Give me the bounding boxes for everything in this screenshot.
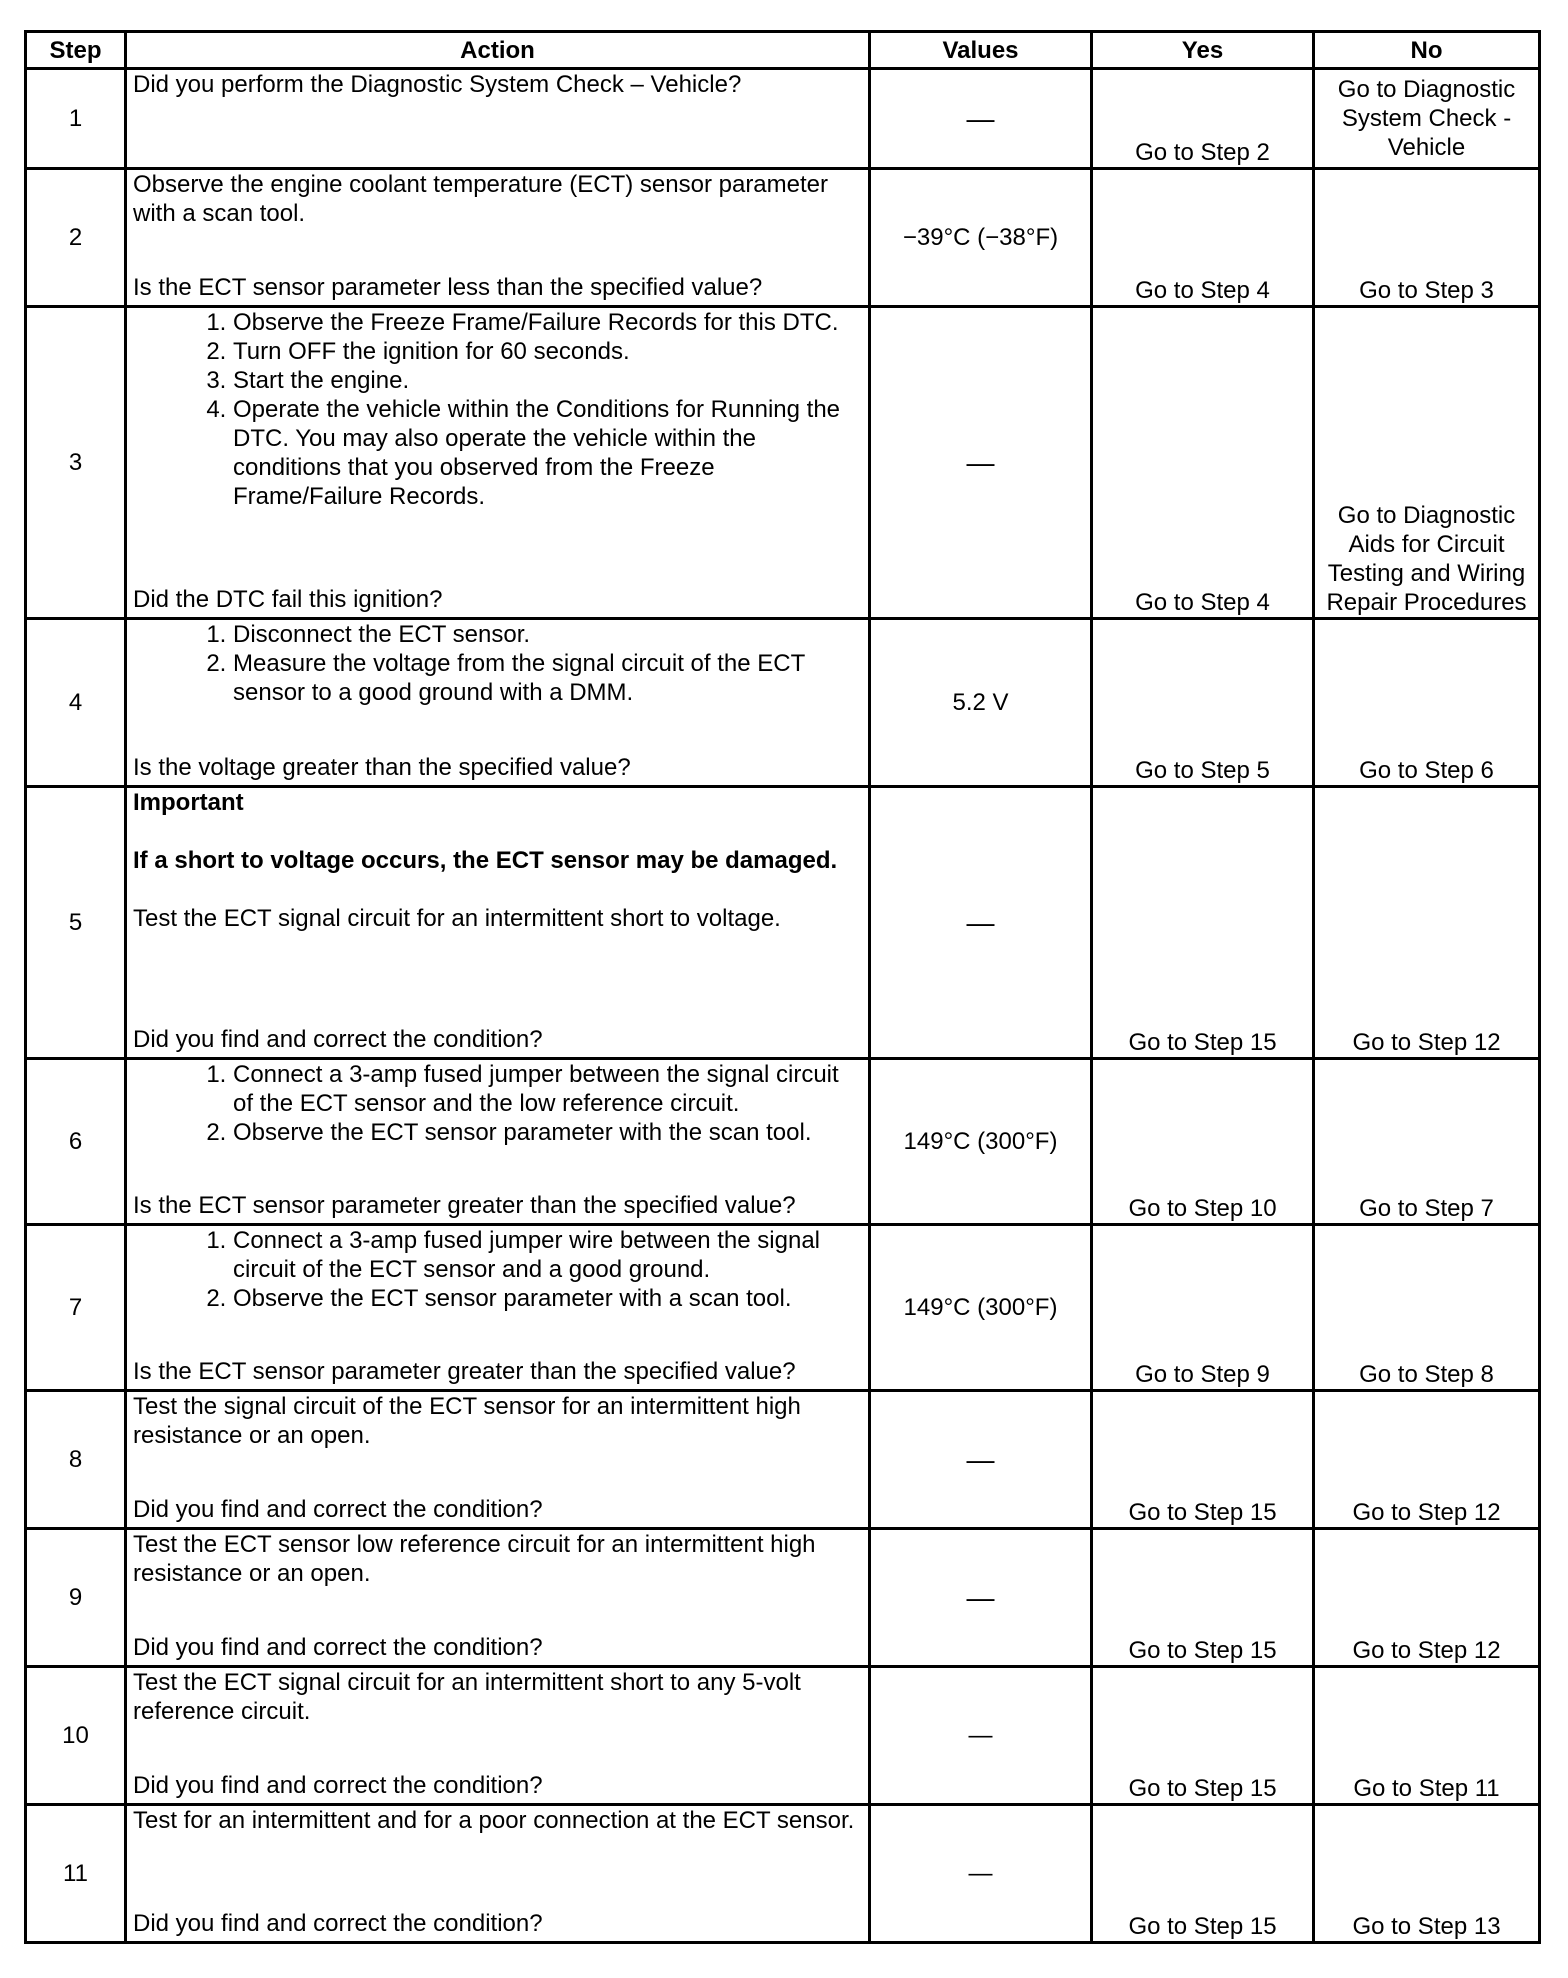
- header-action: Action: [126, 32, 870, 69]
- yes-cell: Go to Step 15: [1092, 1529, 1314, 1667]
- yes-cell: Go to Step 15: [1092, 1391, 1314, 1529]
- action-question: Did you find and correct the condition?: [133, 1026, 543, 1053]
- action-cell: [126, 1667, 870, 1805]
- no-cell: Go to Step 6: [1314, 619, 1540, 787]
- action-cell: [126, 787, 870, 1059]
- step-number: 5: [26, 787, 126, 1059]
- action-question: Is the ECT sensor parameter greater than the specified value?: [133, 1192, 796, 1219]
- action-question: Did you find and correct the condition?: [133, 1496, 543, 1523]
- table-row: [26, 619, 1540, 787]
- action-step-item: 2. Turn OFF the ignition for 60 seconds.: [233, 337, 862, 366]
- action-cell: [126, 307, 870, 619]
- action-text: Test the ECT signal circuit for an intermittent short to any 5-volt reference circuit.: [133, 1669, 801, 1725]
- table-row: [26, 787, 1540, 1059]
- yes-cell: Go to Step 15: [1092, 1667, 1314, 1805]
- no-cell: Go to Step 13: [1314, 1805, 1540, 1943]
- value-cell: —: [870, 307, 1092, 619]
- no-cell: Go to Step 12: [1314, 787, 1540, 1059]
- diagnostic-table: [24, 30, 1541, 1944]
- no-cell: Go to Diagnostic Aids for Circuit Testing and Wiring Repair Procedures: [1314, 307, 1540, 619]
- step-number: 8: [26, 1391, 126, 1529]
- value-cell: −39°C (−38°F): [870, 169, 1092, 307]
- header-step: Step: [26, 32, 126, 69]
- step-number: 10: [26, 1667, 126, 1805]
- value-cell: 149°C (300°F): [870, 1225, 1092, 1391]
- table-row: [26, 69, 1540, 169]
- important-warning: If a short to voltage occurs, the ECT sensor may be damaged.: [133, 847, 838, 874]
- yes-cell: Go to Step 15: [1092, 787, 1314, 1059]
- action-cell: [126, 169, 870, 307]
- header-yes: Yes: [1092, 32, 1314, 69]
- action-cell: [126, 1059, 870, 1225]
- action-steps: [133, 620, 862, 707]
- action-text: Test the ECT signal circuit for an intermittent short to voltage.: [133, 905, 781, 932]
- no-cell: Go to Step 7: [1314, 1059, 1540, 1225]
- action-text: Did you perform the Diagnostic System Check – Vehicle?: [133, 71, 742, 98]
- value-cell: 149°C (300°F): [870, 1059, 1092, 1225]
- step-number: 1: [26, 69, 126, 169]
- value-cell: 5.2 V: [870, 619, 1092, 787]
- action-cell: [126, 69, 870, 169]
- value-cell: —: [870, 1391, 1092, 1529]
- action-step-item: 1. Connect a 3-amp fused jumper between the signal circuit of the ECT sensor and the low reference circuit.: [233, 1060, 862, 1118]
- action-question: Is the ECT sensor parameter less than the specified value?: [133, 274, 763, 301]
- yes-cell: Go to Step 15: [1092, 1805, 1314, 1943]
- action-step-item: 1. Connect a 3-amp fused jumper wire between the signal circuit of the ECT sensor and a good ground.: [233, 1226, 862, 1284]
- no-cell: Go to Step 12: [1314, 1391, 1540, 1529]
- value-cell: —: [870, 1529, 1092, 1667]
- step-number: 11: [26, 1805, 126, 1943]
- action-question: Did you find and correct the condition?: [133, 1634, 543, 1661]
- value-cell: —: [870, 1805, 1092, 1943]
- action-cell: [126, 619, 870, 787]
- yes-cell: Go to Step 4: [1092, 307, 1314, 619]
- header-row: [26, 32, 1540, 69]
- table-row: [26, 169, 1540, 307]
- action-cell: [126, 1805, 870, 1943]
- action-steps: [133, 308, 862, 511]
- header-values: Values: [870, 32, 1092, 69]
- no-cell: Go to Step 11: [1314, 1667, 1540, 1805]
- action-step-item: 2. Measure the voltage from the signal circuit of the ECT sensor to a good ground with a DMM.: [233, 649, 862, 707]
- step-number: 7: [26, 1225, 126, 1391]
- no-cell: Go to Step 3: [1314, 169, 1540, 307]
- action-step-item: 4. Operate the vehicle within the Conditions for Running the DTC. You may also operate the vehicle within the conditions that you observed from the Freeze Frame/Failure Records.: [233, 395, 862, 511]
- step-number: 6: [26, 1059, 126, 1225]
- header-no: No: [1314, 32, 1540, 69]
- action-text: Test for an intermittent and for a poor connection at the ECT sensor.: [133, 1807, 855, 1834]
- yes-cell: Go to Step 10: [1092, 1059, 1314, 1225]
- step-number: 3: [26, 307, 126, 619]
- action-step-item: 3. Start the engine.: [233, 366, 862, 395]
- action-step-item: 1. Disconnect the ECT sensor.: [233, 620, 862, 649]
- action-question: Did you find and correct the condition?: [133, 1910, 543, 1937]
- yes-cell: Go to Step 2: [1092, 69, 1314, 169]
- action-question: Is the voltage greater than the specified value?: [133, 754, 631, 781]
- action-question: Did you find and correct the condition?: [133, 1772, 543, 1799]
- table-row: [26, 1805, 1540, 1943]
- table-row: [26, 1391, 1540, 1529]
- step-number: 4: [26, 619, 126, 787]
- step-number: 2: [26, 169, 126, 307]
- action-step-item: 2. Observe the ECT sensor parameter with a scan tool.: [233, 1284, 862, 1313]
- table-row: [26, 1225, 1540, 1391]
- action-step-item: 2. Observe the ECT sensor parameter with the scan tool.: [233, 1118, 862, 1147]
- yes-cell: Go to Step 4: [1092, 169, 1314, 307]
- table-row: [26, 1529, 1540, 1667]
- step-number: 9: [26, 1529, 126, 1667]
- action-question: Did the DTC fail this ignition?: [133, 586, 443, 613]
- important-label: Important: [133, 789, 244, 816]
- action-text: Observe the engine coolant temperature (ECT) sensor parameter with a scan tool.: [133, 171, 829, 227]
- action-text: Test the signal circuit of the ECT sensor for an intermittent high resistance or an open.: [133, 1393, 801, 1449]
- action-steps: [133, 1060, 862, 1147]
- value-cell: —: [870, 69, 1092, 169]
- yes-cell: Go to Step 9: [1092, 1225, 1314, 1391]
- no-cell: Go to Step 8: [1314, 1225, 1540, 1391]
- action-steps: [133, 1226, 862, 1313]
- value-cell: —: [870, 1667, 1092, 1805]
- no-cell: Go to Step 12: [1314, 1529, 1540, 1667]
- value-cell: —: [870, 787, 1092, 1059]
- no-cell: Go to Diagnostic System Check - Vehicle: [1314, 69, 1540, 169]
- action-text: Test the ECT sensor low reference circuit for an intermittent high resistance or an open.: [133, 1531, 816, 1587]
- table-row: [26, 1059, 1540, 1225]
- action-step-item: 1. Observe the Freeze Frame/Failure Records for this DTC.: [233, 308, 862, 337]
- action-cell: [126, 1529, 870, 1667]
- action-cell: [126, 1391, 870, 1529]
- action-cell: [126, 1225, 870, 1391]
- table-row: [26, 1667, 1540, 1805]
- action-question: Is the ECT sensor parameter greater than the specified value?: [133, 1358, 796, 1385]
- table-row: [26, 307, 1540, 619]
- yes-cell: Go to Step 5: [1092, 619, 1314, 787]
